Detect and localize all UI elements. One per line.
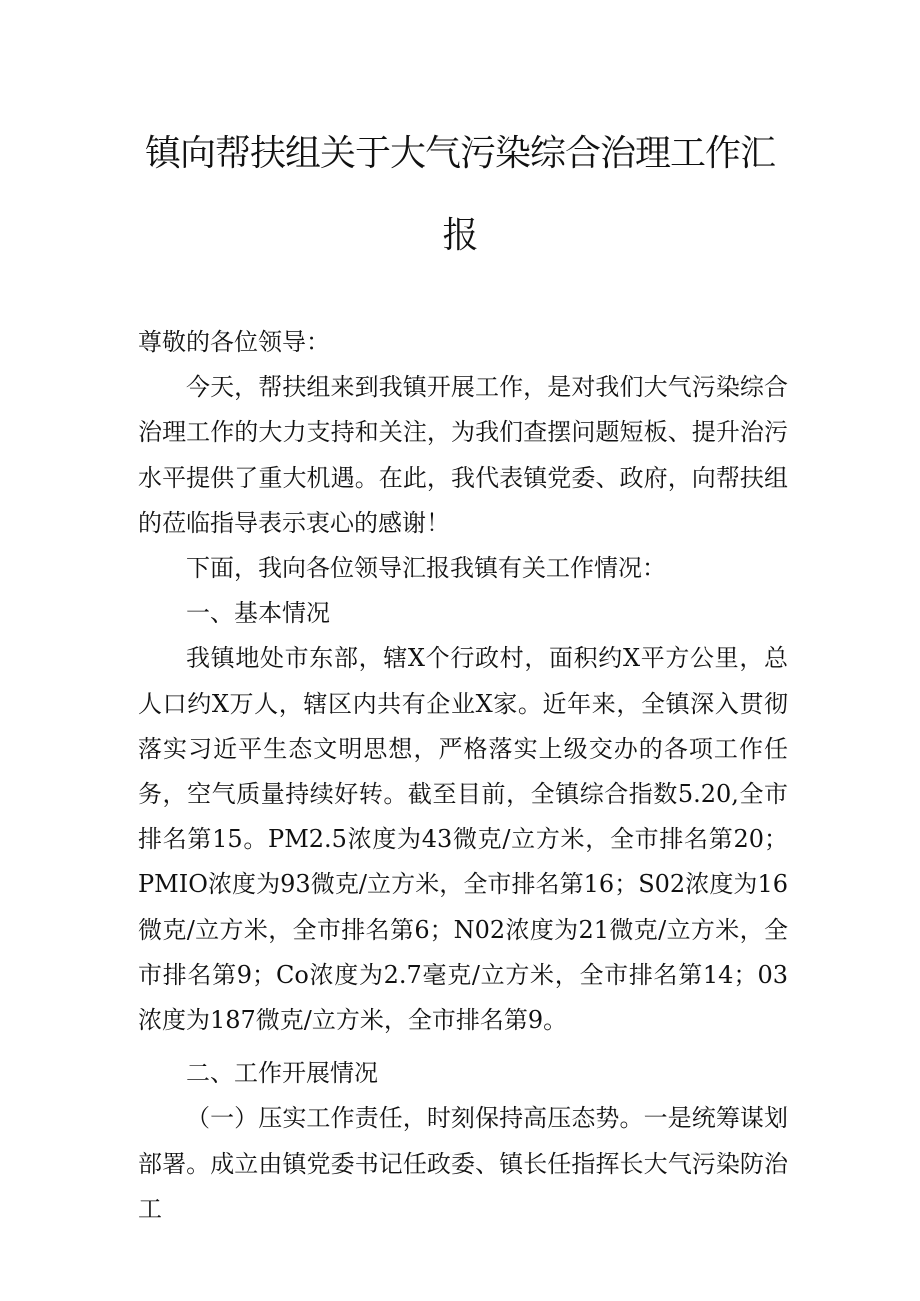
section-heading-basic: 一、基本情况 (186, 599, 330, 628)
document-body (138, 320, 788, 1232)
paragraph-basic-situation: 我镇地处市东部，辖X个行政村，面积约X平方公里，总人口约X万人，辖区内共有企业X家。近年来，全镇深入贯彻落实习近平生态文明思想，严格落实上级交办的各项工作任务，空气质量持续好转。截至目前，全镇综合指数5.20,全市排名第15。PM2.5浓度为43微克/立方米，全市排名第20；PMIO浓度为93微克/立方米，全市排名第16；S02浓度为16微克/立方米，全市排名第6；N02浓度为21微克/立方米，全市排名第9；Co浓度为2.7毫克/立方米，全市排名第14；03浓度为187微克/立方米，全市排名第9。 (138, 644, 788, 1035)
salutation: 尊敬的各位领导： (138, 328, 330, 356)
document-title-line-1: 镇向帮扶组关于大气污染综合治理工作汇 (144, 133, 775, 174)
paragraph-work-1: （一）压实工作责任，时刻保持高压态势。一是统筹谋划部署。成立由镇党委书记任政委、镇长任指挥长大气污染防治工 (138, 1104, 788, 1223)
section-heading-work: 二、工作开展情况 (186, 1059, 378, 1088)
paragraph-intro-2: 下面，我向各位领导汇报我镇有关工作情况： (186, 554, 666, 583)
document-title-line-2: 报 (442, 215, 478, 256)
paragraph-intro-1: 今天，帮扶组来到我镇开展工作，是对我们大气污染综合治理工作的大力支持和关注，为我们查摆问题短板、提升治污水平提供了重大机遇。在此，我代表镇党委、政府，向帮扶组的莅临指导表示衷心的感谢！ (138, 373, 788, 537)
